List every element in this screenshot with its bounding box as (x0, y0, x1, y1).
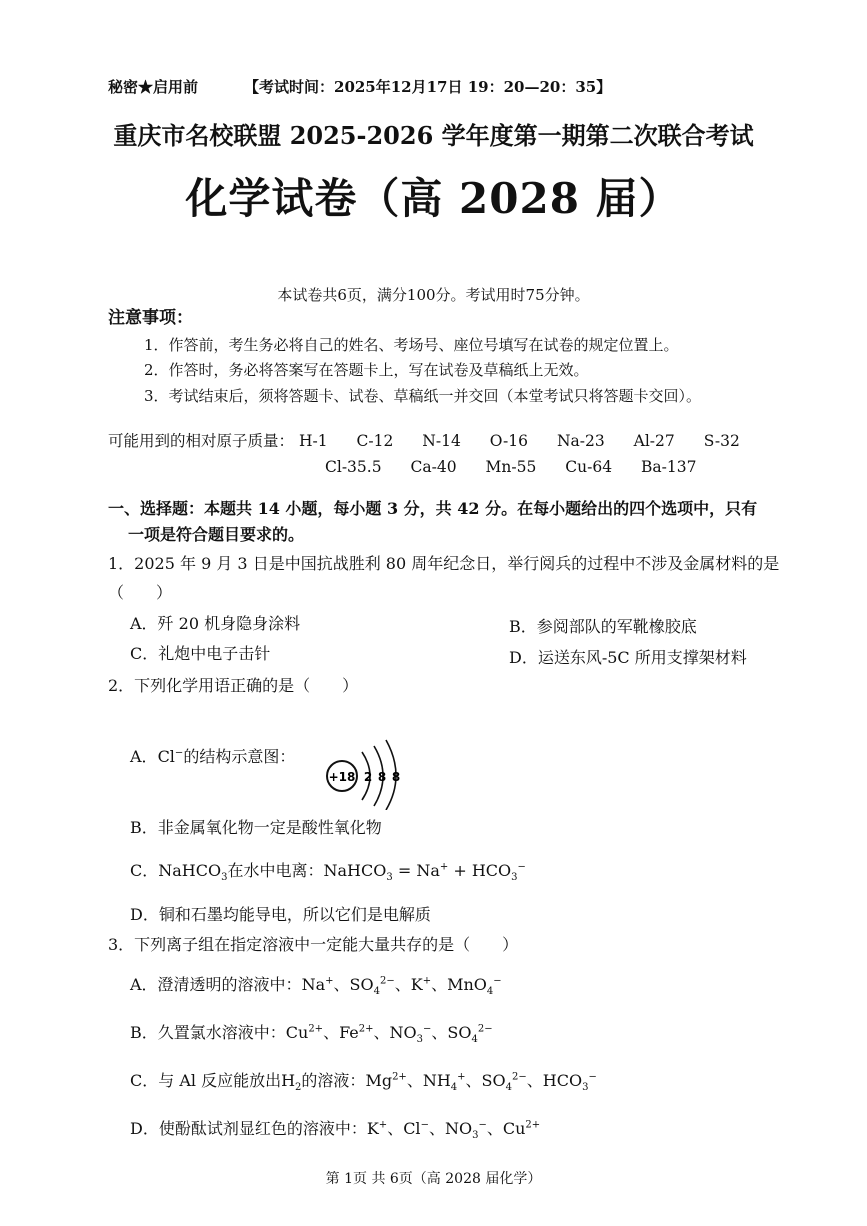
question-2-option-d: D．铜和石墨均能导电，所以它们是电解质 (130, 905, 431, 924)
note-item: 1．作答前，考生务必将自己的姓名、考场号、座位号填写在试卷的规定位置上。 (144, 336, 679, 354)
question-2-option-b: B．非金属氧化物一定是酸性氧化物 (130, 818, 382, 837)
question-1-option-d: D．运送东风-5C 所用支撑架材料 (509, 648, 747, 667)
section-heading-line: 一、选择题：本题共 14 小题，每小题 3 分，共 42 分。在每小题给出的四个选项中，只有 (108, 499, 758, 518)
equation-right: + HCO (448, 861, 512, 880)
ion-charge: + (439, 861, 449, 873)
atomic-mass-item: N-14 (422, 432, 461, 450)
ion-charge: − (174, 747, 184, 759)
option-text: 的结构示意图： (183, 747, 296, 766)
formula-subscript: 3 (221, 872, 228, 884)
note-item: 2．作答时，务必将答案写在答题卡上，写在试卷及草稿纸上无效。 (144, 361, 589, 379)
atomic-mass-item: Na-23 (556, 432, 605, 450)
shell-electron-count: 8 (377, 770, 387, 784)
question-1-option-c: C．礼炮中电子击针 (130, 644, 271, 663)
question-1-stem: 1．2025 年 9 月 3 日是中国抗战胜利 80 周年纪念日，举行阅兵的过程中不涉及金属材料的是（ ） (108, 554, 780, 602)
atomic-mass-item: C-12 (356, 432, 394, 450)
formula: NaHCO (158, 861, 222, 880)
section-heading (108, 496, 828, 548)
nucleus-charge: +18 (328, 770, 356, 784)
page-title: 化学试卷（高 2028 届） (185, 174, 682, 223)
confidential-label: 秘密★启用前 (108, 78, 199, 96)
question-1-option-a: A．歼 20 机身隐身涂料 (130, 614, 301, 633)
option-text: A．澄清透明的溶液中： (130, 975, 302, 994)
atomic-mass-item: O-16 (489, 432, 528, 450)
question-2-option-a (130, 744, 295, 767)
formula: H (281, 1071, 296, 1090)
option-text: C．与 Al 反应能放出 (130, 1071, 282, 1090)
atomic-mass-row-1 (108, 429, 740, 451)
atomic-mass-item: Cl-35.5 (325, 458, 382, 476)
option-label: A． (130, 747, 158, 766)
atomic-mass-item: Al-27 (633, 432, 675, 450)
shell-electron-count: 2 (363, 770, 373, 784)
question-3-option-c: C．与 Al 反应能放出$H_2$的溶液：$Mg^{2+}$、$NH_4^+$、$SO_4^{2-}$、$HCO_3^-$ (130, 1071, 597, 1094)
option-label: C． (130, 861, 159, 880)
atomic-mass-item: Ca-40 (410, 458, 457, 476)
question-3-option-a: A．澄清透明的溶液中：Na+、$SO_4^{2-}$、K+、MnO$_4$− (130, 975, 502, 998)
paper-info: 本试卷共6页，满分100分。考试用时75分钟。 (277, 286, 590, 304)
ion-charge: − (517, 861, 526, 873)
option-text: D．使酚酞试剂显红色的溶液中： (130, 1119, 367, 1138)
option-text: B．久置氯水溶液中： (130, 1023, 286, 1042)
formula-subscript: 2 (295, 1082, 302, 1094)
question-3-stem: 3．下列离子组在指定溶液中一定能大量共存的是（ ） (108, 935, 519, 954)
atomic-mass-row-2 (325, 458, 697, 476)
atomic-mass-label: 可能用到的相对原子质量： (108, 432, 295, 450)
formula-subscript: 3 (511, 872, 518, 884)
equation-mid: = Na (392, 861, 440, 880)
notes-heading: 注意事项： (108, 308, 193, 328)
atomic-mass-item: H-1 (298, 432, 328, 450)
option-text: 在水中电离： (227, 861, 324, 880)
atomic-mass-item: Cu-64 (565, 458, 613, 476)
exam-time: 【考试时间：2025年12月17日 19：20—20：35】 (244, 78, 612, 96)
question-3-option-b: B．久置氯水溶液中：$Cu^{2+}$、$Fe^{2+}$、$NO_3^-$、$SO_4^{2-}$ (130, 1023, 493, 1046)
section-heading-line: 一项是符合题目要求的。 (128, 525, 305, 544)
page-footer: 第 1页 共 6页（高 2028 届化学） (325, 1171, 542, 1187)
question-1-option-b: B．参阅部队的军靴橡胶底 (509, 617, 697, 636)
question-3-option-d: D．使酚酞试剂显红色的溶液中：K+、Cl−、$NO_3^-$、$Cu^{2+}$ (130, 1119, 541, 1142)
atomic-structure-diagram (322, 738, 412, 810)
atomic-mass-item: Mn-55 (485, 458, 537, 476)
shell-electron-count: 8 (391, 770, 401, 784)
note-item: 3．考试结束后，须将答题卡、试卷、草稿纸一并交回（本堂考试只将答题卡交回）。 (144, 387, 702, 405)
exam-subtitle: 重庆市名校联盟 2025-2026 学年度第一期第二次联合考试 (113, 121, 754, 150)
chloride-ion: Cl (157, 747, 175, 766)
formula-subscript: 3 (386, 872, 393, 884)
question-2-option-c (130, 858, 526, 884)
equation-left: NaHCO (323, 861, 387, 880)
question-2-stem: 2．下列化学用语正确的是（ ） (108, 676, 359, 695)
atomic-mass-item: Ba-137 (641, 458, 697, 476)
option-text: 的溶液： (301, 1071, 366, 1090)
atomic-mass-item: S-32 (703, 432, 740, 450)
